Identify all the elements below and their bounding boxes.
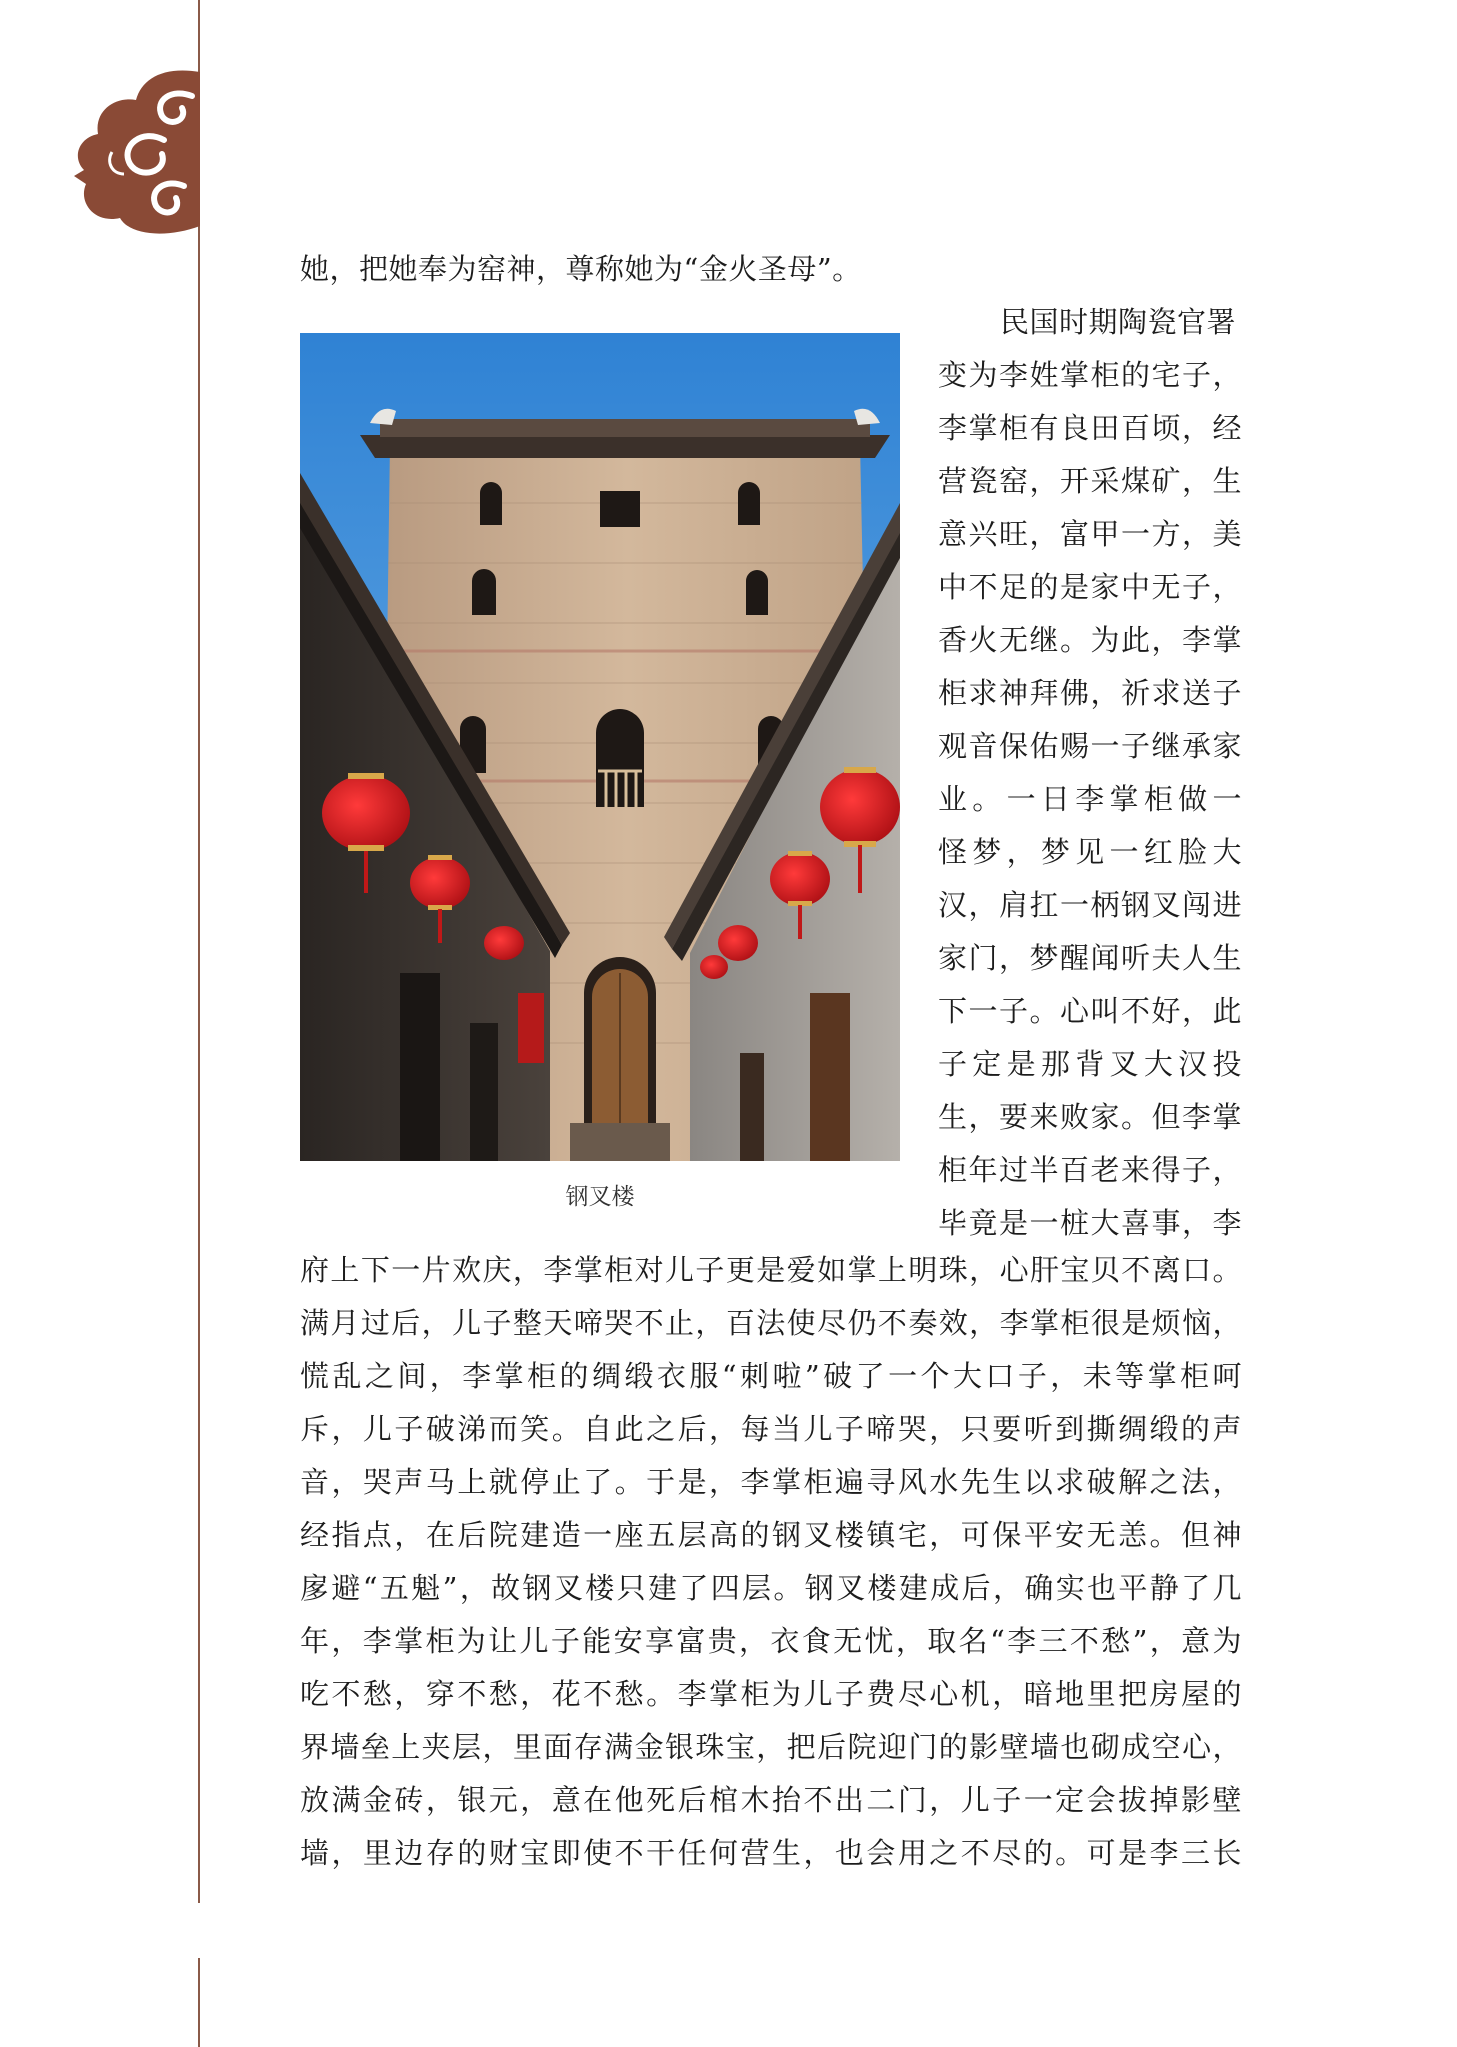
text-line: 观音保佑赐一子继承家 — [938, 729, 1242, 763]
text-line: 变为李姓掌柜的宅子， — [938, 358, 1242, 392]
full-column-text — [300, 1244, 1242, 1880]
text-line: 香火无继。为此，李掌 — [938, 623, 1242, 657]
tower-roof — [360, 435, 890, 458]
text-line: 子定是那背叉大汉投 — [938, 1047, 1242, 1081]
text-line: 柜求神拜佛，祈求送子 — [938, 676, 1242, 710]
text-line: 府上下一片欢庆，李掌柜对儿子更是爱如掌上明珠，心肝宝贝不离口。 — [300, 1253, 1242, 1287]
gangcha-tower-photo — [300, 333, 900, 1161]
text-line: 柜年过半百老来得子， — [938, 1153, 1242, 1187]
text-line: 业。一日李掌柜做一 — [938, 782, 1242, 816]
text-line: 毕竟是一桩大喜事，李 — [938, 1206, 1242, 1240]
text-line: 满月过后，儿子整天啼哭不止，百法使尽仍不奏效，李掌柜很是烦恼， — [300, 1306, 1242, 1340]
text-line: 墙，里边存的财宝即使不干任何营生，也会用之不尽的。可是李三长 — [300, 1836, 1242, 1870]
margin-rule-top — [198, 0, 200, 1903]
text-line: 生，要来败家。但李掌 — [938, 1100, 1242, 1134]
text-line: 怪梦，梦见一红脸大 — [938, 835, 1242, 869]
text-line: 年，李掌柜为让儿子能安享富贵，衣食无忧，取名“李三不愁”，意为 — [300, 1624, 1242, 1658]
text-line: 中不足的是家中无子， — [938, 570, 1242, 604]
text-line: 李掌柜有良田百顷，经 — [938, 411, 1242, 445]
margin-rule-bottom — [198, 1958, 200, 2047]
text-line: 汉，肩扛一柄钢叉闯进 — [938, 888, 1242, 922]
figure-caption: 钢叉楼 — [565, 1184, 635, 1210]
side-column-text — [938, 296, 1242, 1250]
text-line: 家门，梦醒闻听夫人生 — [938, 941, 1242, 975]
intro-line: 她，把她奉为窑神，尊称她为“金火圣母”。 — [300, 252, 862, 286]
text-line: 界墙垒上夹层，里面存满金银珠宝，把后院迎门的影壁墙也砌成空心， — [300, 1730, 1242, 1764]
text-line: 放满金砖，银元，意在他死后棺木抬不出二门，儿子一定会拔掉影壁 — [300, 1783, 1242, 1817]
text-line: 民国时期陶瓷官署 — [1000, 305, 1237, 339]
text-line: 意兴旺，富甲一方，美 — [938, 517, 1242, 551]
text-line: 慌乱之间，李掌柜的绸缎衣服“刺啦”破了一个大口子，未等掌柜呵 — [300, 1359, 1242, 1393]
text-line: 音，哭声马上就停止了。于是，李掌柜遍寻风水先生以求破解之法， — [300, 1465, 1242, 1499]
text-line: 营瓷窑，开采煤矿，生 — [938, 464, 1242, 498]
text-line: 斥，儿子破涕而笑。自此之后，每当儿子啼哭，只要听到撕绸缎的声 — [300, 1412, 1242, 1446]
cloud-scroll-icon — [72, 66, 204, 238]
text-line: 吃不愁，穿不愁，花不愁。李掌柜为儿子费尽心机，暗地里把房屋的 — [300, 1677, 1242, 1711]
text-line: 扅避“五魁”，故钢叉楼只建了四层。钢叉楼建成后，确实也平静了几 — [300, 1571, 1242, 1605]
intro-paragraph — [300, 243, 1240, 296]
text-line: 经指点，在后院建造一座五层高的钢叉楼镇宅，可保平安无恙。但神 — [300, 1518, 1242, 1552]
text-line: 下一子。心叫不好，此 — [938, 994, 1242, 1028]
